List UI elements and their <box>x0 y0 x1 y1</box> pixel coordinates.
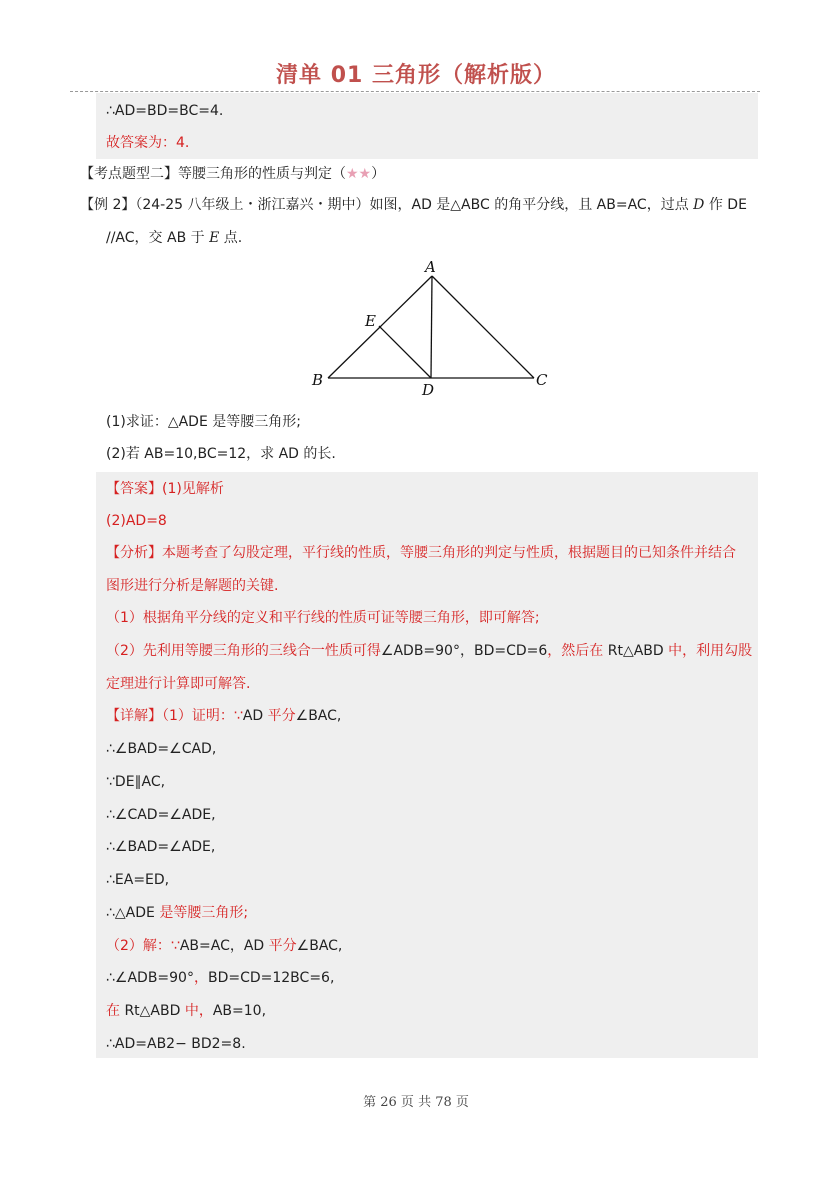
detail-step-4: ∴∠BAD=∠ADE, <box>106 839 216 855</box>
prev-line-1: ∴AD=BD=BC=4. <box>106 103 224 119</box>
detail-p2c: 平分 <box>264 938 297 954</box>
example-line-2 <box>106 228 242 248</box>
detail-p2a: （2）解：∵ <box>106 938 180 954</box>
detail-step-8 <box>106 1001 266 1021</box>
analysis-4d: Rt△ABD <box>607 643 664 659</box>
analysis-label: 【分析】 <box>106 545 162 561</box>
detail-step-5: ∴EA=ED, <box>106 872 170 888</box>
label-e: E <box>365 312 376 330</box>
topic-label: 【考点题型二】等腰三角形的性质与判定（ <box>80 166 346 182</box>
topic-heading <box>80 164 385 184</box>
label-c: C <box>536 371 548 389</box>
title-divider <box>70 91 760 92</box>
prev-answer-line: 故答案为：4. <box>106 135 190 151</box>
detail-step-6 <box>106 903 248 923</box>
detail-step-9: ∴AD=AB2− BD2=8. <box>106 1036 246 1052</box>
detail-t1c: BD=CD=12BC=6, <box>207 970 335 986</box>
detail-step-7 <box>106 968 334 988</box>
analysis-line-1 <box>106 543 736 563</box>
answer-line-1 <box>106 479 224 499</box>
detail-p1c: 平分 <box>263 708 296 724</box>
analysis-line-2: 图形进行分析是解题的关键. <box>106 578 279 594</box>
page-footer: 第 26 页 共 78 页 <box>363 1095 469 1110</box>
detail-s6b: 是等腰三角形; <box>154 905 249 921</box>
page-title: 清单 01 三角形（解析版） <box>276 63 556 88</box>
analysis-line-4 <box>106 641 752 661</box>
detail-label: 【详解】 <box>106 708 162 724</box>
topic-close: ） <box>371 166 386 182</box>
detail-t2d: AB=10, <box>212 1003 267 1019</box>
question-2: (2)若 AB=10,BC=12，求 AD 的长. <box>106 446 336 462</box>
answer-label: 【答案】 <box>106 481 162 497</box>
segment-de <box>379 326 431 378</box>
label-b: B <box>312 371 324 389</box>
detail-p2d: ∠BAC, <box>296 938 343 954</box>
analysis-text-1: 本题考查了勾股定理，平行线的性质，等腰三角形的判定与性质，根据题目的已知条件并结合 <box>162 545 736 561</box>
detail-t2c: 中， <box>180 1003 213 1019</box>
analysis-line-5: 定理进行计算即可解答. <box>106 676 251 692</box>
example-text-1a: 【例 2】（24-25 八年级上・浙江嘉兴・期中）如图，AD 是△ABC 的角平分线，且 AB=AC，过点 <box>80 197 694 213</box>
analysis-4c: ，然后在 <box>547 643 608 659</box>
detail-t1a: ∴∠ADB=90° <box>106 970 194 986</box>
analysis-line-3: （1）根据角平分线的定义和平行线的性质可证等腰三角形，即可解答; <box>106 610 540 626</box>
detail-p1a: （1）证明：∵ <box>162 708 243 724</box>
detail-t2b: Rt△ABD <box>124 1003 181 1019</box>
detail-line-1 <box>106 706 341 726</box>
detail-t1b: ， <box>193 970 208 986</box>
side-ac <box>432 276 534 378</box>
detail-step-2: ∵DE∥AC, <box>106 774 166 790</box>
question-1: (1)求证：△ADE 是等腰三角形; <box>106 414 301 430</box>
example-point-d: D <box>693 197 705 213</box>
segment-ad <box>431 276 432 378</box>
answer-2: (2)AD=8 <box>106 513 167 529</box>
example-text-1b: 作 DE <box>704 197 747 213</box>
detail-t2a: 在 <box>106 1003 125 1019</box>
example-text-2b: 点. <box>219 230 243 246</box>
analysis-4b: ∠ADB=90°，BD=CD=6 <box>380 643 548 659</box>
difficulty-stars-icon: ★★ <box>346 166 372 182</box>
label-a: A <box>425 258 436 276</box>
detail-s6a: ∴△ADE <box>106 905 155 921</box>
answer-1: (1)见解析 <box>162 481 224 497</box>
detail-p2b: AB=AC，AD <box>179 938 265 954</box>
detail-part-2 <box>106 936 342 956</box>
analysis-4a: （2）先利用等腰三角形的三线合一性质可得 <box>106 643 381 659</box>
detail-p1b: AD <box>242 708 264 724</box>
example-text-2a: //AC，交 AB 于 <box>106 230 210 246</box>
example-point-e: E <box>209 230 220 246</box>
triangle-figure <box>300 254 570 404</box>
detail-step-1: ∴∠BAD=∠CAD, <box>106 741 217 757</box>
example-line-1 <box>80 195 747 215</box>
analysis-4e: 中，利用勾股 <box>663 643 753 659</box>
detail-step-3: ∴∠CAD=∠ADE, <box>106 807 216 823</box>
label-d: D <box>422 381 435 399</box>
detail-p1d: ∠BAC, <box>295 708 342 724</box>
